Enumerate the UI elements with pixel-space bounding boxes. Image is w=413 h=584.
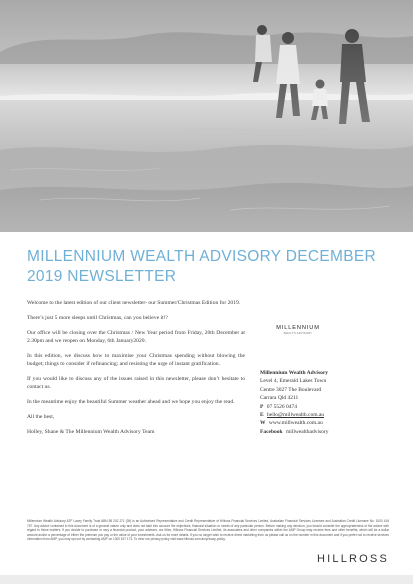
logo-subtitle: WEALTH ADVISORY	[283, 332, 313, 335]
web-row	[260, 419, 400, 427]
logo-word: MILLENNIUM	[276, 325, 320, 331]
contact-invite-paragraph: If you would like to discuss any of the issues raised in this newsletter, please don’t hesitate to contact us.	[27, 376, 245, 390]
office-closure-paragraph: Our office will be closing over the Christmas / New Year period from Friday, 20th December at 2.30pm and we reopen on Monday, 6th January2020.	[27, 330, 245, 344]
hillross-logo: HILLROSS	[316, 553, 389, 565]
edition-summary-paragraph: In this edition, we discuss how to maximise your Christmas spending without blowing the budget; things to consider if refinancing; and resisting the urge of instant gratification.	[27, 353, 245, 367]
phone-row	[260, 403, 400, 411]
address-line-1: Level 4, Emerald Lakes Town	[260, 378, 327, 385]
legal-disclaimer: Millennium Wealth Advisory ATF Lacey Family Trust ABN 58 242 271 (39) is an Authorised Representative and Credit Representative of Hillross Financial Services Limited, Australian Financial Services Licensee and Australian Credit Licensee No. 1000 416 757. Any advice contained in this document is of a general nature only and does not take into account the objectives, financial situation or needs of any particular person. Before making any decision, you should consider the appropriateness of the advice with regard to those matters. If you decide to purchase or vary a financial product, your advisers, our titles, Hillross Financial Services Limited, its associates and other companies within the AMP Group may receive fees and other benefits, which will be a dollar amount and/or a percentage of either the premium you pay or the value of your investments. Ask us for more details. If you no longer wish to receive direct marketing from us please call us on the number in this document and if you prefer not to receive services information from AMP, you may opt out by contacting AMP on 1300 157 173. To view our privacy policy visit www.hillross.com.au/privacy-policy.	[27, 519, 389, 542]
phone-number[interactable]: 07 5526 0474	[266, 403, 297, 410]
phone-label: P	[260, 403, 264, 410]
intro-paragraph: Welcome to the latest edition of our client newsletter- our Summer/Christmas Edition for 2019.	[27, 300, 241, 306]
email-link[interactable]: hello@millwealth.com.au	[267, 412, 325, 419]
christmas-paragraph: There’s just 5 more sleeps until Christmas, can you believe it!?	[27, 315, 168, 321]
facebook-label: Facebook	[260, 428, 283, 435]
sign-off: All the best,	[27, 414, 55, 420]
facebook-row	[260, 428, 400, 436]
email-label: E	[260, 412, 264, 419]
contact-block	[260, 369, 400, 436]
closing-paragraph: In the meantime enjoy the beautiful Summer weather ahead and we hope you enjoy the read.	[27, 399, 235, 405]
newsletter-body	[27, 299, 245, 443]
hero-photo	[0, 0, 413, 232]
email-row	[260, 411, 400, 419]
footer-band	[0, 575, 413, 584]
signature: Holley, Shane & The Millennium Wealth Advisory Team	[27, 429, 155, 435]
web-link[interactable]: www.millwealth.com.au	[268, 420, 323, 427]
contact-name: Millennium Wealth Advisory	[260, 370, 329, 376]
facebook-handle[interactable]: millwealthadvisory	[286, 428, 329, 435]
address-line-2: Centre 3027 The Boulevard	[260, 386, 322, 393]
newsletter-title: MILLENNIUM WEALTH ADVISORY DECEMBER 2019 NEWSLETTER	[27, 248, 376, 285]
millennium-logo	[270, 325, 326, 335]
web-label: W	[260, 420, 266, 427]
beach-family-image	[0, 0, 413, 232]
address-line-3: Carrara Qld 4211	[260, 395, 299, 402]
